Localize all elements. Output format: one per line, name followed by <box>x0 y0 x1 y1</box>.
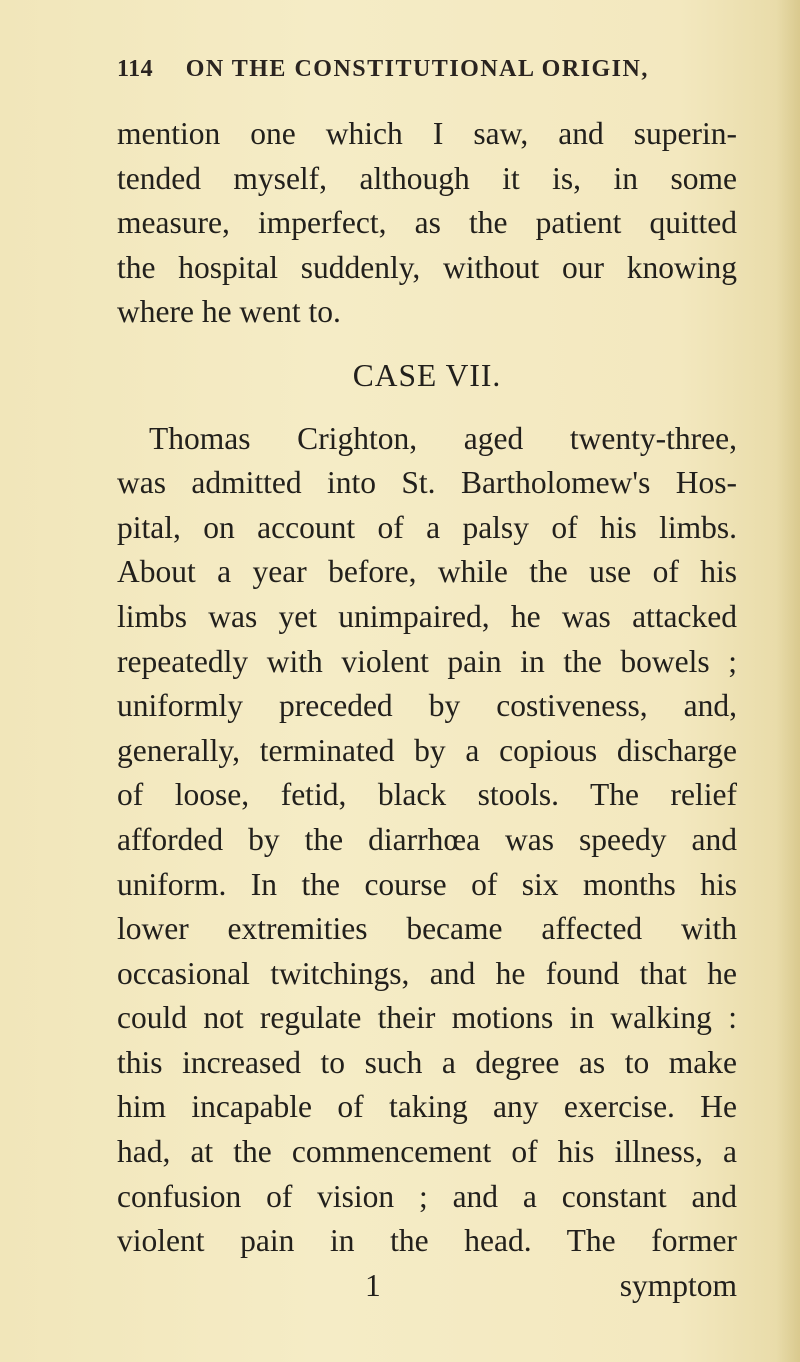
case-heading: CASE VII. <box>352 357 502 393</box>
text-line: pital, on account of a palsy of his limbs. <box>117 509 737 545</box>
page-body <box>117 112 737 1308</box>
text-line: generally, terminated by a copious discharge <box>117 732 737 768</box>
text-line: Thomas Crighton, aged twenty-three, <box>149 420 737 456</box>
text-line: repeatedly with violent pain in the bowels ; <box>117 643 737 679</box>
running-title: ON THE CONSTITUTIONAL ORIGIN, <box>185 56 649 82</box>
text-line: the hospital suddenly, without our knowing <box>117 249 737 285</box>
text-line: him incapable of taking any exercise. He <box>117 1089 737 1125</box>
text-line: violent pain in the head. The former <box>117 1223 737 1259</box>
page-header <box>117 56 677 83</box>
text-line: uniformly preceded by costiveness, and, <box>117 688 737 724</box>
text-line: had, at the commencement of his illness, a <box>117 1134 737 1170</box>
text-line: this increased to such a degree as to make <box>117 1044 737 1080</box>
text-line: uniform. In the course of six months his <box>117 866 737 902</box>
text-line: mention one which I saw, and superin- <box>117 116 737 151</box>
text-line: afforded by the diarrhœa was speedy and <box>117 821 737 857</box>
text-line: measure, imperfect, as the patient quitted <box>117 205 737 241</box>
text-line: where he went to. <box>117 294 341 330</box>
text-line: About a year before, while the use of his <box>117 554 737 590</box>
text-line: could not regulate their motions in walking : <box>117 1000 737 1036</box>
signature-mark: 1 <box>365 1267 381 1303</box>
text-line: lower extremities became affected with <box>117 911 737 947</box>
text-line: was admitted into St. Bartholomew's Hos- <box>117 465 737 501</box>
page-number: 114 <box>117 56 154 82</box>
catchword: symptom <box>619 1267 737 1303</box>
text-line: limbs was yet unimpaired, he was attacked <box>117 598 737 634</box>
text-line: confusion of vision ; and a constant and <box>117 1178 737 1214</box>
page-footer <box>117 1264 737 1309</box>
text-line: tended myself, although it is, in some <box>117 160 737 196</box>
text-line: occasional twitchings, and he found that he <box>117 955 737 991</box>
text-line: of loose, fetid, black stools. The relief <box>117 777 737 813</box>
